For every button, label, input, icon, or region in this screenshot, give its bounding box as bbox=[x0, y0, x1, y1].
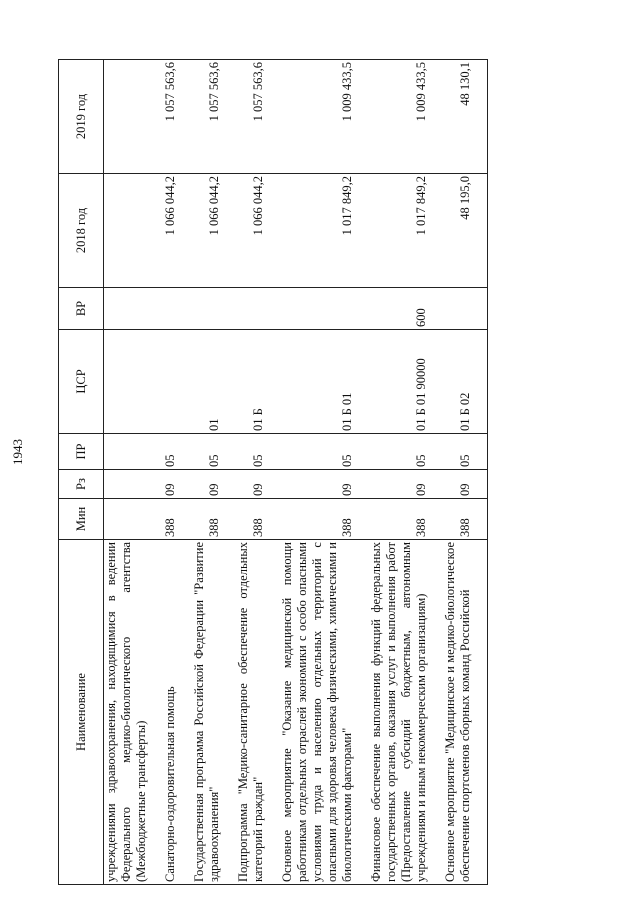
cell-vr: 600 bbox=[369, 288, 443, 330]
cell-2019: 1 057 563,6 bbox=[192, 60, 236, 174]
cell-pr: 05 bbox=[280, 434, 369, 470]
cell-csr bbox=[104, 330, 164, 434]
cell-2018: 48 195,0 bbox=[443, 174, 488, 288]
cell-2018: 1 066 044,2 bbox=[236, 174, 280, 288]
cell-min: 388 bbox=[369, 499, 443, 540]
page-number: 1943 bbox=[10, 439, 25, 465]
table-row bbox=[369, 60, 443, 885]
budget-table bbox=[58, 59, 488, 885]
cell-vr bbox=[236, 288, 280, 330]
cell-rz bbox=[104, 470, 164, 499]
cell-rz: 09 bbox=[192, 470, 236, 499]
header-csr: ЦСР bbox=[59, 330, 104, 434]
table-row bbox=[236, 60, 280, 885]
cell-2018: 1 066 044,2 bbox=[163, 174, 192, 288]
cell-min: 388 bbox=[236, 499, 280, 540]
header-2019: 2019 год bbox=[59, 60, 104, 174]
cell-csr: 01 Б 01 90000 bbox=[369, 330, 443, 434]
cell-rz: 09 bbox=[443, 470, 488, 499]
cell-2019: 1 009 433,5 bbox=[280, 60, 369, 174]
cell-rz: 09 bbox=[280, 470, 369, 499]
cell-min: 388 bbox=[443, 499, 488, 540]
cell-pr: 05 bbox=[369, 434, 443, 470]
cell-name: Подпрограмма "Медико-санитарное обеспечение отдельных категорий граждан" bbox=[236, 540, 280, 885]
cell-min: 388 bbox=[280, 499, 369, 540]
table-row bbox=[104, 60, 164, 885]
cell-pr: 05 bbox=[163, 434, 192, 470]
header-rz: Рз bbox=[59, 470, 104, 499]
cell-name: Основное мероприятие "Медицинское и медико-биологическое обеспечение спортсменов сборных команд Российской bbox=[443, 540, 488, 885]
table-row bbox=[192, 60, 236, 885]
cell-csr: 01 bbox=[192, 330, 236, 434]
cell-min: 388 bbox=[163, 499, 192, 540]
cell-vr bbox=[163, 288, 192, 330]
cell-2018: 1 017 849,2 bbox=[369, 174, 443, 288]
header-min: Мин bbox=[59, 499, 104, 540]
header-2018: 2018 год bbox=[59, 174, 104, 288]
cell-pr: 05 bbox=[236, 434, 280, 470]
table-header-row bbox=[59, 60, 104, 885]
cell-vr bbox=[280, 288, 369, 330]
cell-2019: 1 057 563,6 bbox=[236, 60, 280, 174]
header-vr: ВР bbox=[59, 288, 104, 330]
cell-csr bbox=[163, 330, 192, 434]
cell-name: Санаторно-оздоровительная помощь bbox=[163, 540, 192, 885]
cell-csr: 01 Б 02 bbox=[443, 330, 488, 434]
cell-name: учреждениями здравоохранения, находящимися в ведении Федерального медико-биологического агентства (Межбюджетные трансферты) bbox=[104, 540, 164, 885]
cell-min bbox=[104, 499, 164, 540]
cell-csr: 01 Б 01 bbox=[280, 330, 369, 434]
cell-2018: 1 066 044,2 bbox=[192, 174, 236, 288]
table-row bbox=[443, 60, 488, 885]
cell-2018 bbox=[104, 174, 164, 288]
cell-min: 388 bbox=[192, 499, 236, 540]
cell-rz: 09 bbox=[369, 470, 443, 499]
table-row bbox=[280, 60, 369, 885]
cell-rz: 09 bbox=[236, 470, 280, 499]
cell-name: Государственная программа Российской Федерации "Развитие здравоохранения" bbox=[192, 540, 236, 885]
cell-vr bbox=[192, 288, 236, 330]
cell-name: Основное мероприятие "Оказание медицинской помощи работникам отдельных отраслей экономики с особо опасными условиями труда и населению отдельных территорий с опасными для здоровья человека физическими, химическими и биологическими факторами" bbox=[280, 540, 369, 885]
cell-pr bbox=[104, 434, 164, 470]
cell-pr: 05 bbox=[192, 434, 236, 470]
cell-2019: 1 057 563,6 bbox=[163, 60, 192, 174]
cell-name: Финансовое обеспечение выполнения функций федеральных государственных органов, оказания услуг и выполнения работ (Предоставление субсидий бюджетным, автономным учреждениям и иным некоммерческим организациям) bbox=[369, 540, 443, 885]
rotated-table-container bbox=[58, 55, 628, 885]
table-row bbox=[163, 60, 192, 885]
cell-pr: 05 bbox=[443, 434, 488, 470]
header-pr: ПР bbox=[59, 434, 104, 470]
cell-2019 bbox=[104, 60, 164, 174]
cell-vr bbox=[104, 288, 164, 330]
header-name: Наименование bbox=[59, 540, 104, 885]
cell-rz: 09 bbox=[163, 470, 192, 499]
cell-csr: 01 Б bbox=[236, 330, 280, 434]
cell-vr bbox=[443, 288, 488, 330]
cell-2019: 48 130,1 bbox=[443, 60, 488, 174]
cell-2018: 1 017 849,2 bbox=[280, 174, 369, 288]
cell-2019: 1 009 433,5 bbox=[369, 60, 443, 174]
